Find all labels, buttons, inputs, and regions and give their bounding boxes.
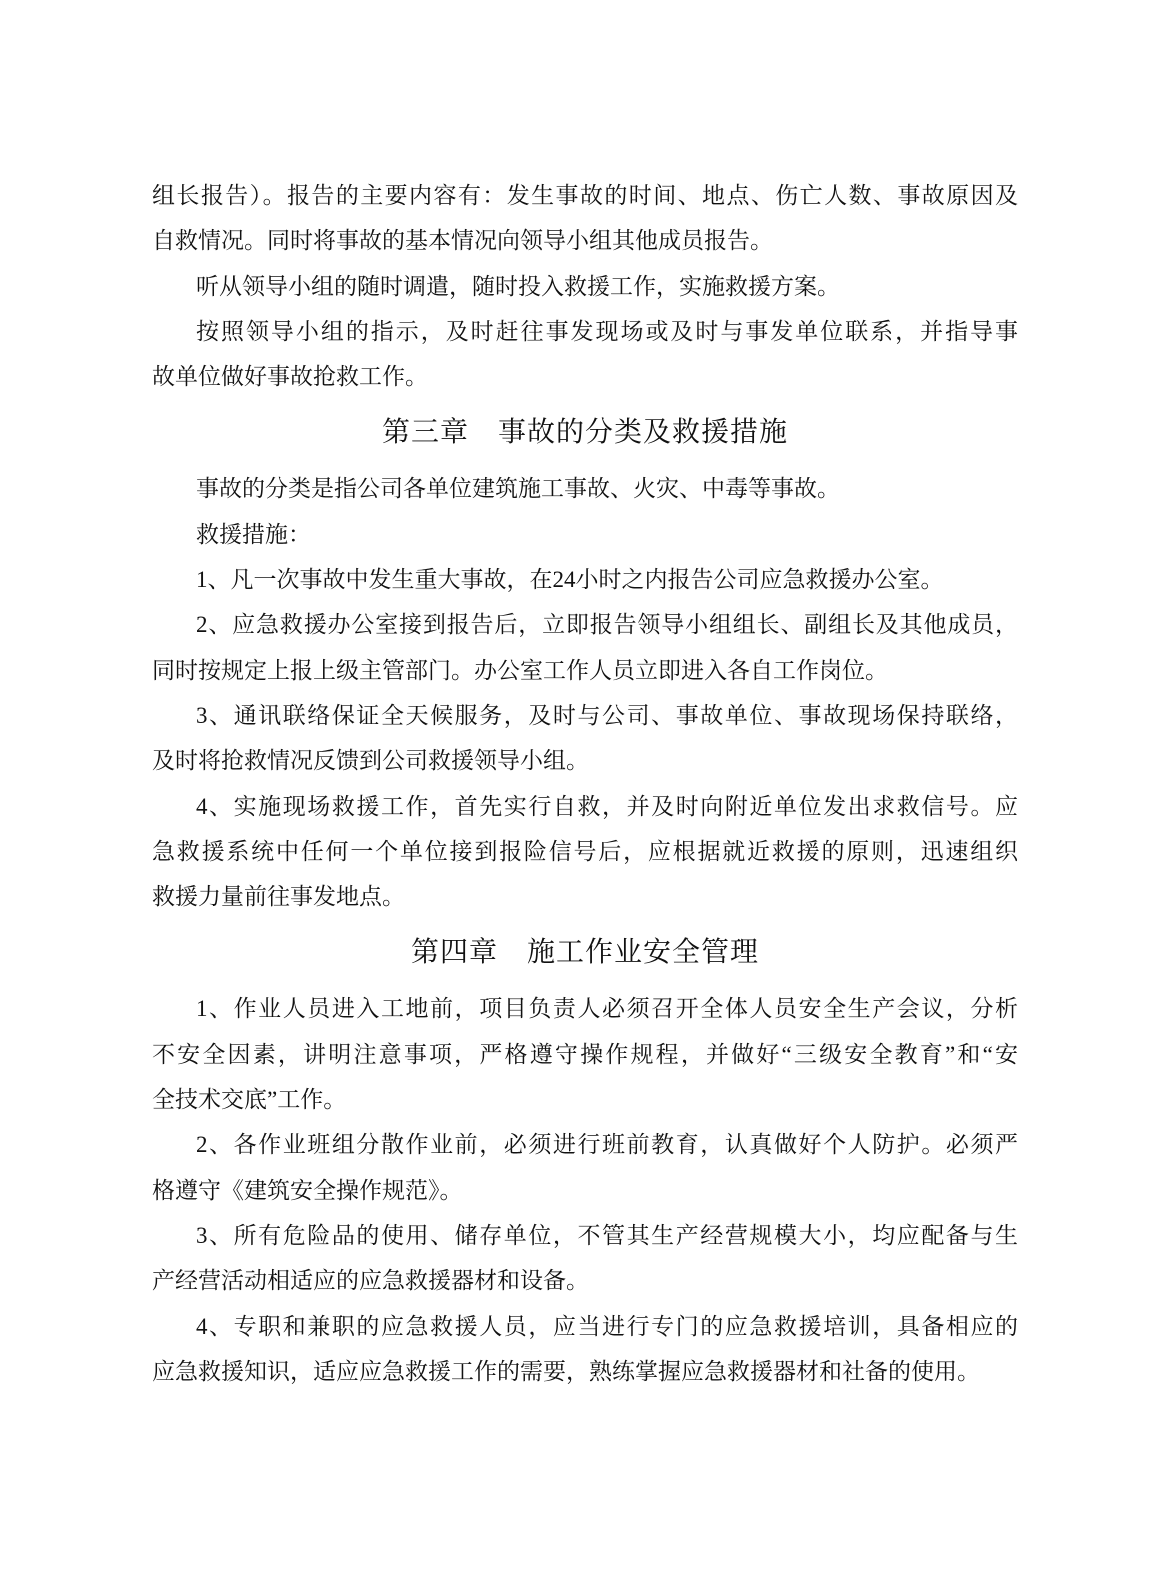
paragraph: [152, 1304, 1018, 1395]
paragraph: [152, 602, 1018, 693]
text-line: 3、通讯联络保证全天候服务，及时与公司、事故单位、事故现场保持联络，: [196, 702, 1018, 728]
text-line: 按照领导小组的指示，及时赶往事发现场或及时与事发单位联系，并指导事: [196, 318, 1018, 344]
text-line: 救援力量前往事发地点。: [152, 884, 405, 910]
text-line: 自救情况。同时将事故的基本情况向领导小组其他成员报告。: [152, 228, 773, 254]
paragraph: [152, 1213, 1018, 1304]
text-line: 组长报告）。报告的主要内容有：发生事故的时间、地点、伤亡人数、事故原因及: [152, 183, 1018, 208]
paragraph: [152, 986, 1018, 1122]
chapter-heading: 第三章 事故的分类及救援措施: [381, 417, 788, 449]
text-line: 4、实施现场救援工作，首先实行自救，并及时向附近单位发出求救信号。应: [196, 793, 1018, 819]
text-line: 及时将抢救情况反馈到公司救援领导小组。: [152, 748, 589, 774]
text-line: 全技术交底”工作。: [152, 1087, 347, 1113]
paragraph: [152, 557, 1018, 602]
text-line: 应急救援知识，适应应急救援工作的需要，熟练掌握应急救援器材和社备的使用。: [152, 1358, 980, 1384]
text-line: 事故的分类是指公司各单位建筑施工事故、火灾、中毒等事故。: [196, 476, 840, 502]
text-line: 不安全因素，讲明注意事项，严格遵守操作规程，并做好“三级安全教育”和“安: [152, 1041, 1018, 1067]
text-line: 同时按规定上报上级主管部门。办公室工作人员立即进入各自工作岗位。: [152, 657, 888, 683]
text-line: 产经营活动相适应的应急救援器材和设备。: [152, 1268, 589, 1294]
paragraph: [152, 173, 1018, 264]
paragraph: [152, 1122, 1018, 1213]
text-line: 4、专职和兼职的应急救援人员，应当进行专门的应急救援培训，具备相应的: [196, 1313, 1018, 1339]
paragraph: [152, 693, 1018, 784]
text-line: 听从领导小组的随时调遣，随时投入救援工作，实施救援方案。: [196, 273, 840, 299]
text-line: 1、凡一次事故中发生重大事故，在24小时之内报告公司应急救援办公室。: [196, 567, 944, 593]
text-line: 1、作业人员进入工地前，项目负责人必须召开全体人员安全生产会议，分析: [196, 996, 1018, 1022]
document-page: [152, 173, 1018, 1394]
text-line: 救援措施：: [196, 521, 311, 547]
text-line: 格遵守《建筑安全操作规范》。: [152, 1177, 463, 1203]
paragraph: [152, 309, 1018, 400]
text-line: 故单位做好事故抢救工作。: [152, 364, 428, 390]
paragraph: [152, 264, 1018, 309]
chapter-heading: 第四章 施工作业安全管理: [410, 937, 759, 969]
text-line: 2、各作业班组分散作业前，必须进行班前教育，认真做好个人防护。必须严: [196, 1132, 1018, 1158]
paragraph: [152, 784, 1018, 920]
paragraph: [152, 466, 1018, 511]
text-line: 3、所有危险品的使用、储存单位，不管其生产经营规模大小，均应配备与生: [196, 1222, 1018, 1248]
paragraph: [152, 512, 1018, 557]
text-line: 急救援系统中任何一个单位接到报险信号后，应根据就近救援的原则，迅速组织: [152, 838, 1018, 864]
text-line: 2、应急救援办公室接到报告后，立即报告领导小组组长、副组长及其他成员，: [196, 612, 1018, 638]
